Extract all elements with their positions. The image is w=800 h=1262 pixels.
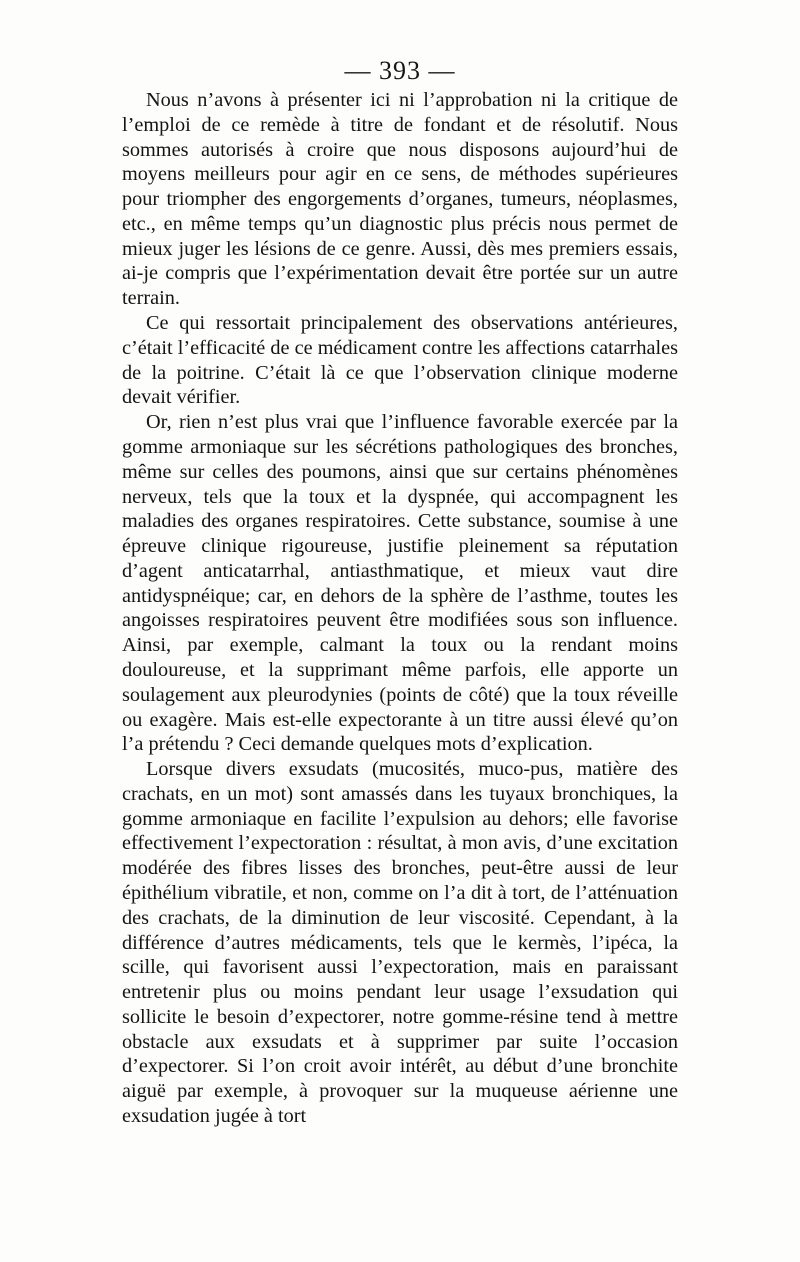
paragraph-4: Lorsque divers exsudats (mucosités, muco-pus, matière des crachats, en un mot) sont amassés dans les tuyaux bronchiques, la gomme armoniaque en facilite l’expulsion au dehors; elle favorise effectivement l’expectoration : résultat, à mon avis, d’une excitation modérée des fibres lisses des bronches, peut-être aussi de leur épithélium vibratile, et non, comme on l’a dit à tort, de l’atténuation des crachats, de la diminution de leur viscosité. Cependant, à la différence d’autres médicaments, tels que le kermès, l’ipéca, la scille, qui favorisent aussi l’expectoration, mais en paraissant entretenir plus ou moins pendant leur usage l’exsudation qui sollicite le besoin d’expectorer, notre gomme-résine tend à mettre obstacle aux exsudats et à supprimer par suite l’occasion d’expectorer. Si l’on croit avoir intérêt, au début d’une bronchite aiguë par exemple, à provoquer sur la muqueuse aérienne une exsudation jugée à tort [122,758,678,1128]
paragraph-1: Nous n’avons à présenter ici ni l’approbation ni la critique de l’emploi de ce remède à titre de fondant et de résolutif. Nous sommes autorisés à croire que nous disposons aujourd’hui de moyens meilleurs pour agir en ce sens, de méthodes supérieures pour triompher des engorgements d’organes, tumeurs, néoplasmes, etc., en même temps qu’un diagnostic plus précis nous permet de mieux juger les lésions de ce genre. Aussi, dès mes premiers essais, ai-je compris que l’expérimentation devait être portée sur un autre terrain. [122,89,678,310]
body-text [122,88,678,1129]
page-number: — 393 — [344,56,456,85]
paragraph-3: Or, rien n’est plus vrai que l’influence favorable exercée par la gomme armoniaque sur les sécrétions pathologiques des bronches, même sur celles des poumons, ainsi que sur certains phénomènes nerveux, tels que la toux et la dyspnée, qui accompagnent les maladies des organes respiratoires. Cette substance, soumise à une épreuve clinique rigoureuse, justifie pleinement sa réputation d’agent anticatarrhal, antiasthmatique, et mieux vaut dire antidyspnéique; car, en dehors de la sphère de l’asthme, toutes les angoisses respiratoires peuvent être modifiées sous son influence. Ainsi, par exemple, calmant la toux ou la rendant moins douloureuse, et la supprimant même parfois, elle apporte un soulagement aux pleurodynies (points de côté) que la toux réveille ou exagère. Mais est-elle expectorante à un titre aussi élevé qu’on l’a prétendu ? Ceci demande quelques mots d’explication. [122,411,678,756]
paragraph-2: Ce qui ressortait principalement des observations antérieures, c’était l’efficacité de ce médicament contre les affections catarrhales de la poitrine. C’était là ce que l’observation clinique moderne devait vérifier. [122,312,678,409]
